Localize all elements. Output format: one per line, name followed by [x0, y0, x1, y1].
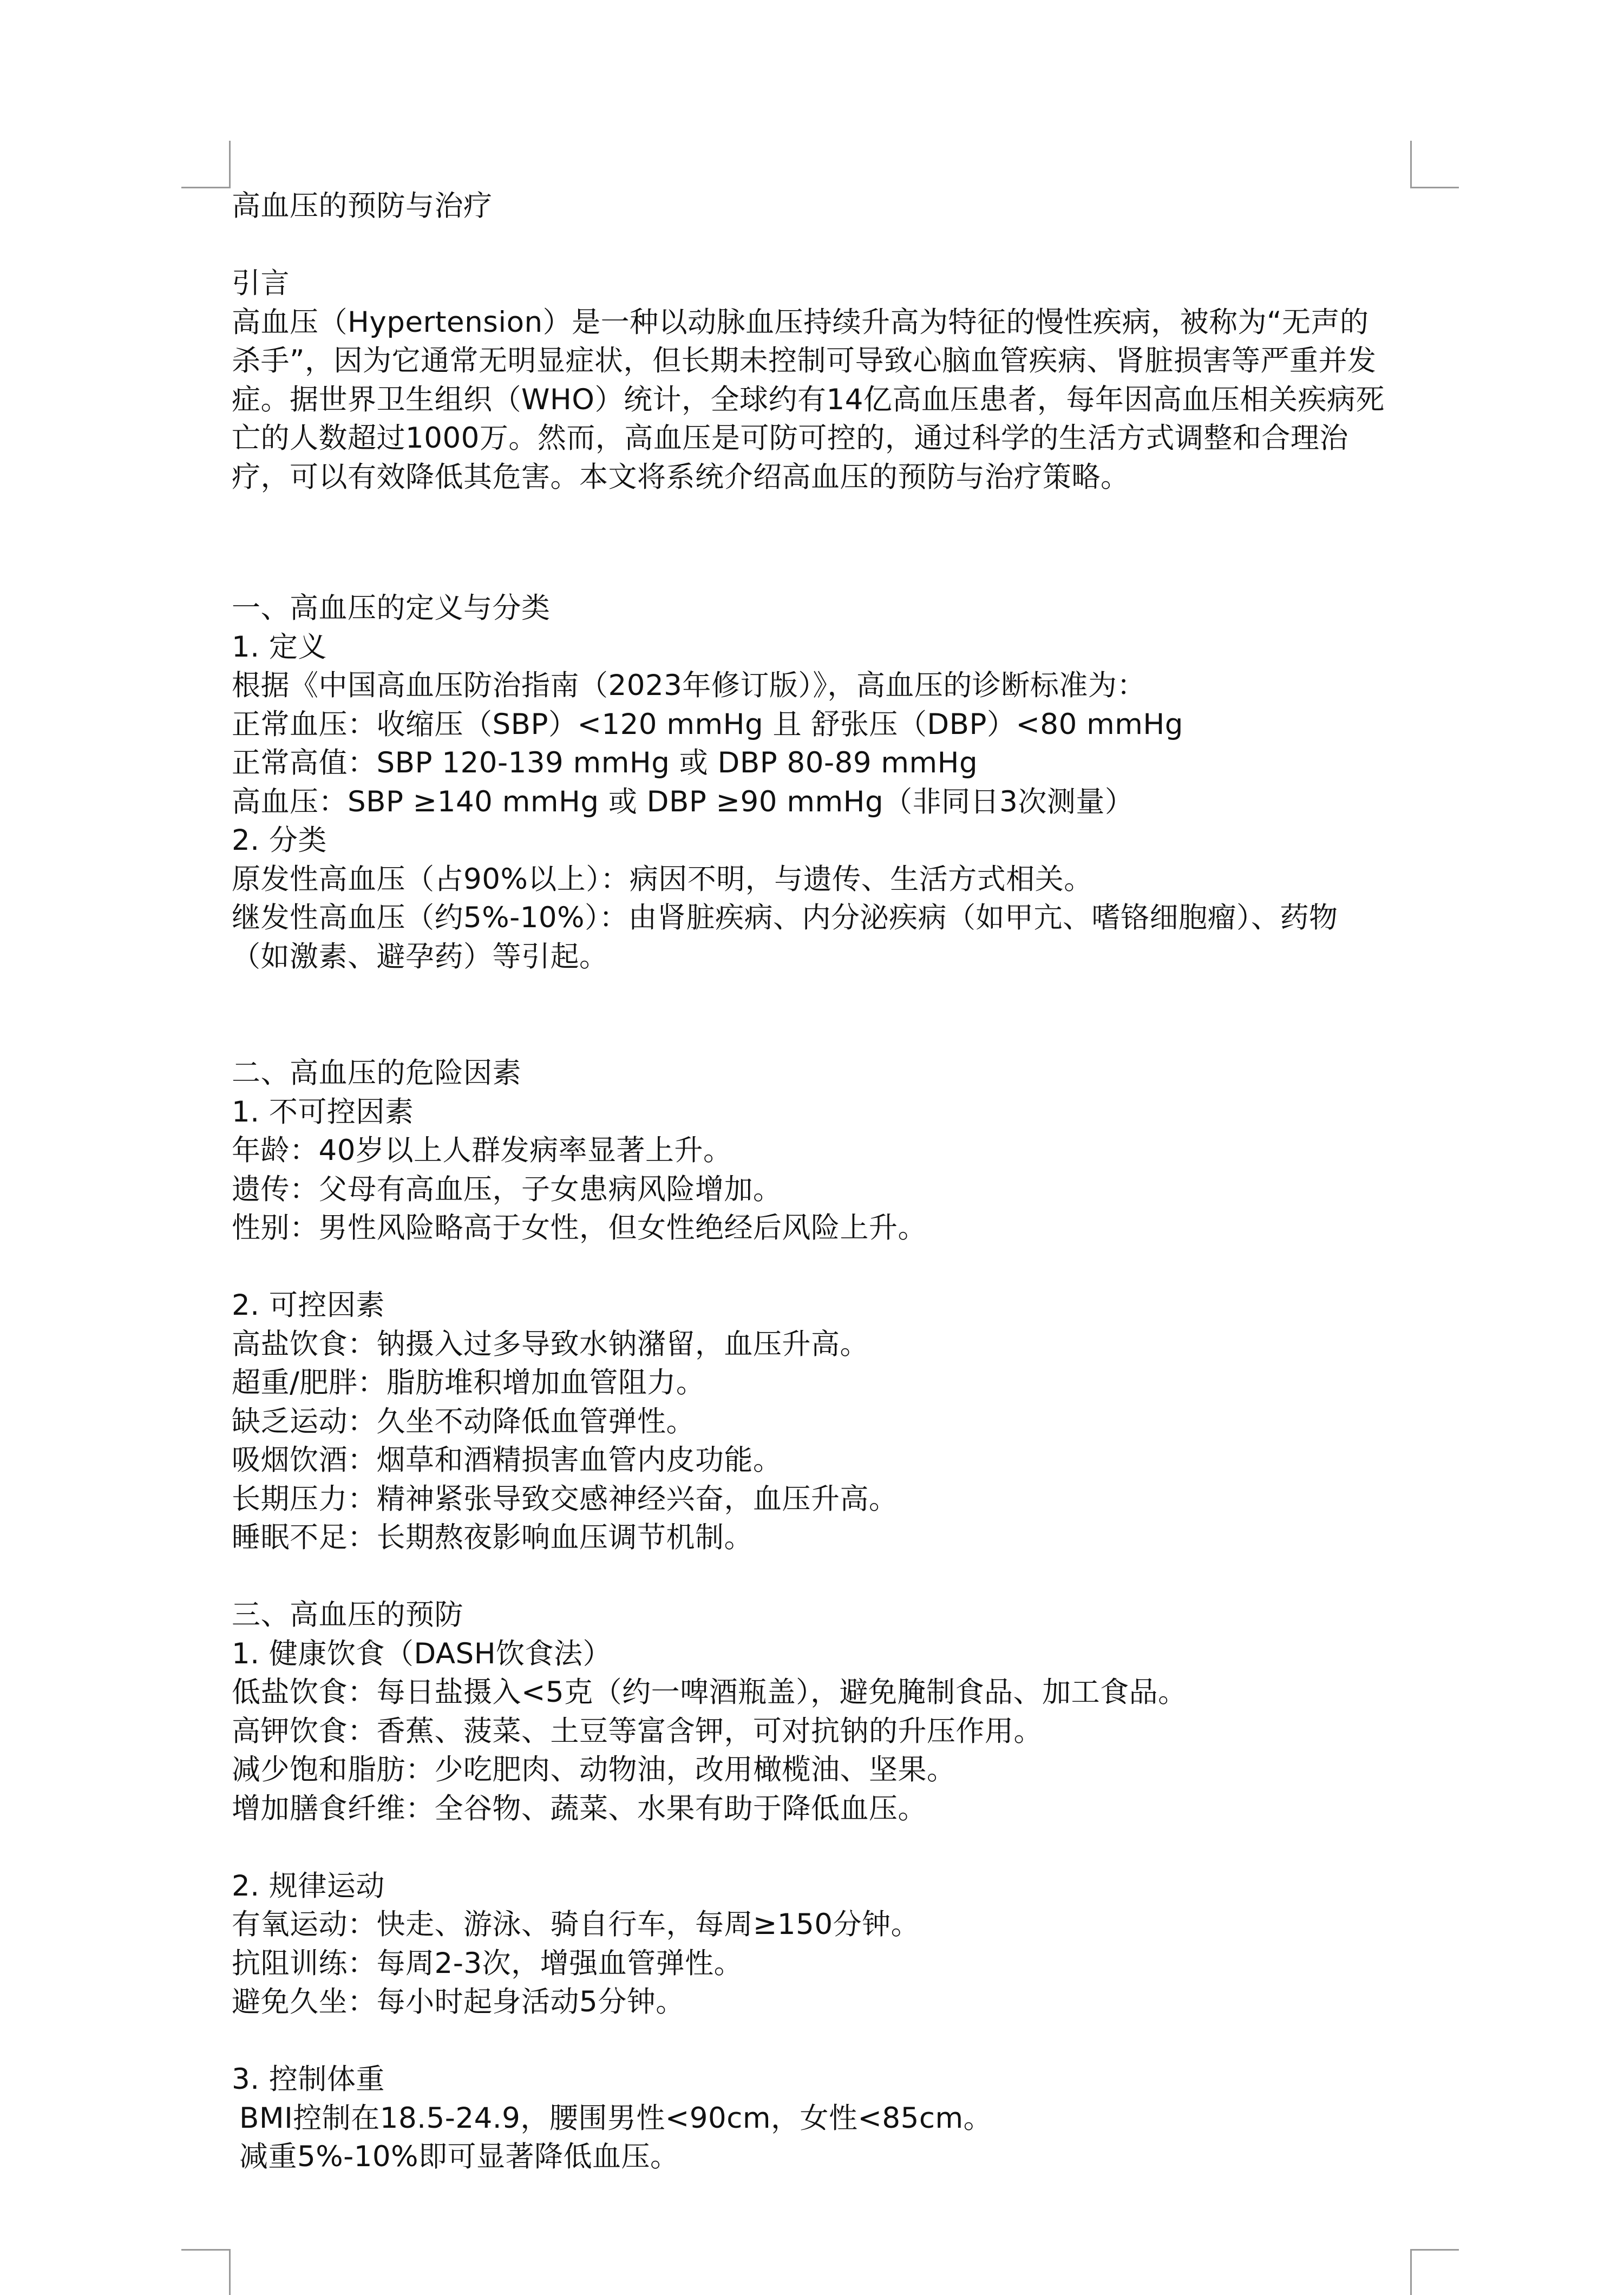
crop-mark-bottom-left-h — [181, 2249, 230, 2251]
list-item: 正常高值：SBP 120-139 mmHg 或 DBP 80-89 mmHg — [232, 746, 978, 779]
list-item: 高钾饮食：香蕉、菠菜、土豆等富含钾，可对抗钠的升压作用。 — [232, 1714, 1043, 1748]
list-item: 缺乏运动：久坐不动降低血管弹性。 — [232, 1405, 695, 1438]
list-item: BMI控制在18.5-24.9，腰围男性<90cm，女性<85cm。 — [239, 2101, 993, 2135]
crop-mark-top-right-h — [1410, 187, 1459, 188]
list-item: 正常血压：收缩压（SBP）<120 mmHg 且 舒张压（DBP）<80 mmHg — [232, 707, 1183, 741]
page-title: 高血压的预防与治疗 — [232, 189, 493, 222]
section2-heading: 二、高血压的危险因素 — [232, 1057, 521, 1090]
list-item: 超重/肥胖：脂肪堆积增加血管阻力。 — [232, 1366, 705, 1399]
crop-mark-bottom-left-v — [229, 2249, 231, 2295]
list-item: 原发性高血压（占90%以上）：病因不明，与遗传、生活方式相关。 — [232, 862, 1093, 896]
list-item: 性别：男性风险略高于女性，但女性绝经后风险上升。 — [232, 1211, 927, 1244]
list-item: 遗传：父母有高血压，子女患病风险增加。 — [232, 1172, 782, 1206]
intro-heading: 引言 — [232, 267, 290, 300]
list-item: 继发性高血压（约5%-10%）：由肾脏疾病、内分泌疾病（如甲亢、嗜铬细胞瘤）、药物（如激素、避孕药）等引起。 — [232, 901, 1338, 973]
list-item: 减重5%-10%即可显著降低血压。 — [239, 2140, 679, 2173]
blank-line — [232, 1248, 1390, 1287]
list-item: 抗阻训练：每周2-3次，增强血管弹性。 — [232, 1946, 743, 1980]
list-item: 年龄：40岁以上人群发病率显著上升。 — [232, 1134, 732, 1167]
list-item: 高盐饮食：钠摄入过多导致水钠潴留，血压升高。 — [232, 1327, 869, 1361]
crop-mark-top-left-h — [181, 187, 230, 188]
crop-mark-top-right-v — [1410, 141, 1412, 188]
list-item: 增加膳食纤维：全谷物、蔬菜、水果有助于降低血压。 — [232, 1792, 927, 1825]
blank-space — [232, 496, 1390, 589]
list-item: 减少饱和脂肪：少吃肥肉、动物油，改用橄榄油、坚果。 — [232, 1753, 956, 1786]
list-item: 根据《中国高血压防治指南（2023年修订版）》，高血压的诊断标准为： — [232, 669, 1146, 702]
document-body — [232, 187, 1390, 2176]
list-item: 低盐饮食：每日盐摄入<5克（约一啤酒瓶盖），避免腌制食品、加工食品。 — [232, 1676, 1187, 1709]
section3-sub2-heading: 2. 规律运动 — [232, 1869, 385, 1903]
section3-sub1-heading: 1. 健康饮食（DASH饮食法） — [232, 1637, 612, 1670]
list-item: 高血压：SBP ≥140 mmHg 或 DBP ≥90 mmHg（非同日3次测量） — [232, 785, 1134, 818]
section1-heading: 一、高血压的定义与分类 — [232, 592, 551, 625]
section1-sub2-heading: 2. 分类 — [232, 824, 327, 857]
section1-sub1-heading: 1. 定义 — [232, 630, 327, 664]
crop-mark-bottom-right-h — [1410, 2249, 1459, 2251]
list-item: 长期压力：精神紧张导致交感神经兴奋，血压升高。 — [232, 1482, 898, 1516]
blank-line — [232, 226, 1390, 265]
section3-heading: 三、高血压的预防 — [232, 1598, 463, 1631]
blank-line — [232, 1828, 1390, 1867]
section3-sub3-heading: 3. 控制体重 — [232, 2063, 385, 2096]
blank-line — [232, 1557, 1390, 1596]
crop-mark-bottom-right-v — [1410, 2249, 1412, 2295]
blank-line — [232, 2022, 1390, 2061]
list-item: 吸烟饮酒：烟草和酒精损害血管内皮功能。 — [232, 1444, 782, 1477]
list-item: 睡眠不足：长期熬夜影响血压调节机制。 — [232, 1521, 753, 1554]
list-item: 有氧运动：快走、游泳、骑自行车，每周≥150分钟。 — [232, 1908, 920, 1941]
intro-paragraph: 高血压（Hypertension）是一种以动脉血压持续升高为特征的慢性疾病，被称为“无声的杀手”，因为它通常无明显症状，但长期未控制可导致心脑血管疾病、肾脏损害等严重并发症。据世界卫生组织（WHO）统计，全球约有14亿高血压患者，每年因高血压相关疾病死亡的人数超过1000万。然而，高血压是可防可控的，通过科学的生活方式调整和合理治疗，可以有效降低其危害。本文将系统介绍高血压的预防与治疗策略。 — [232, 305, 1385, 494]
blank-space — [232, 976, 1390, 1054]
section2-sub2-heading: 2. 可控因素 — [232, 1289, 385, 1322]
list-item: 避免久坐：每小时起身活动5分钟。 — [232, 1985, 685, 2018]
crop-mark-top-left-v — [229, 141, 231, 188]
section2-sub1-heading: 1. 不可控因素 — [232, 1095, 414, 1129]
